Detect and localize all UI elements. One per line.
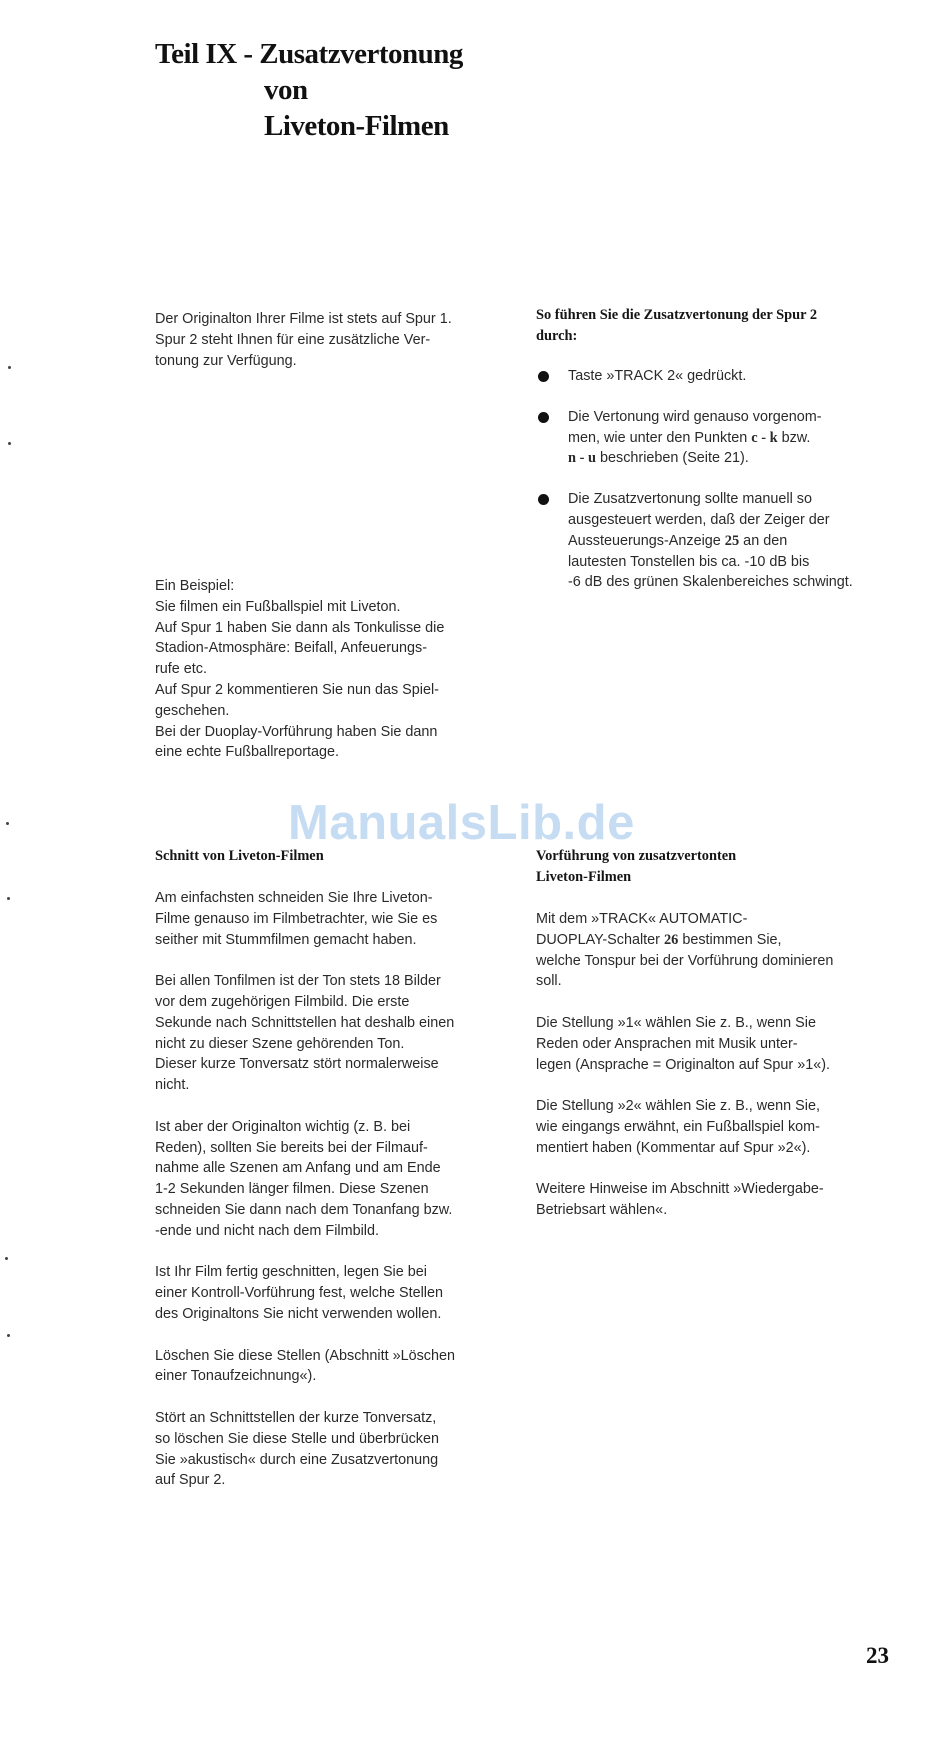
bullet-text-part: bzw.: [777, 429, 811, 446]
track2-heading-line: durch:: [536, 327, 578, 344]
vorfuehrung-line: Reden oder Ansprachen mit Musik unter-: [536, 1035, 798, 1052]
title-line-2: von: [264, 74, 308, 106]
example-line: Ein Beispiel:: [155, 578, 235, 594]
schnitt-heading-line: Schnitt von Liveton-Filmen: [155, 848, 324, 864]
component-reference: 25: [724, 532, 740, 549]
bullet-text: -6 dB des grünen Skalenbereiches schwingt.: [568, 574, 853, 591]
vorfuehrung-line: Weitere Hinweise im Abschnitt »Wiedergabe-: [536, 1181, 824, 1198]
bullet-text: ausgesteuert werden, daß der Zeiger der: [568, 511, 830, 528]
schnitt-line: Ist aber der Originalton wichtig (z. B. bei: [155, 1118, 411, 1135]
bullet-dot-icon: [538, 494, 549, 505]
schnitt-line: Sie »akustisch« durch eine Zusatzvertonung: [155, 1451, 439, 1468]
bullet-text: Taste »TRACK 2« gedrückt.: [568, 368, 747, 384]
example-line: Auf Spur 2 kommentieren Sie nun das Spiel-: [155, 681, 439, 698]
schnitt-line: schneiden Sie dann nach dem Tonanfang bzw.: [155, 1201, 453, 1218]
scan-mark: [6, 822, 9, 825]
example-line: Stadion-Atmosphäre: Beifall, Anfeuerungs-: [155, 640, 427, 657]
schnitt-line: nicht.: [155, 1077, 190, 1094]
bullet-text-part: an den: [739, 532, 788, 549]
bullet-text: [568, 531, 853, 552]
scan-mark: [5, 1257, 8, 1260]
vorfuehrung-line: Mit dem »TRACK« AUTOMATIC-: [536, 911, 748, 927]
step-reference: c - k: [751, 429, 778, 446]
bullet-item: [536, 407, 853, 469]
example-line: eine echte Fußballreportage.: [155, 744, 339, 761]
bullet-item: [536, 489, 853, 593]
page-title: [155, 36, 463, 144]
schnitt-line: Am einfachsten schneiden Sie Ihre Liveton-: [155, 890, 433, 906]
intro-line: Der Originalton Ihrer Filme ist stets auf Spur 1.: [155, 311, 452, 327]
example-line: Sie filmen ein Fußballspiel mit Liveton.: [155, 598, 401, 615]
vorfuehrung-line: Die Stellung »1« wählen Sie z. B., wenn Sie: [536, 1014, 816, 1031]
vorfuehrung-heading: [536, 846, 736, 888]
title-line-1: Teil IX - Zusatzvertonung: [155, 38, 463, 70]
vorfuehrung-line: Die Stellung »2« wählen Sie z. B., wenn Sie,: [536, 1098, 820, 1115]
track2-bullet-list: [536, 366, 853, 613]
schnitt-line: Löschen Sie diese Stellen (Abschnitt »Löschen: [155, 1347, 455, 1364]
schnitt-line: so löschen Sie diese Stelle und überbrücken: [155, 1430, 439, 1447]
schnitt-line: vor dem zugehörigen Filmbild. Die erste: [155, 993, 410, 1010]
vorfuehrung-heading-line: Liveton-Filmen: [536, 868, 632, 885]
track2-heading-line: So führen Sie die Zusatzvertonung der Spur 2: [536, 307, 818, 323]
vorfuehrung-line: wie eingangs erwähnt, ein Fußballspiel kom-: [536, 1118, 820, 1135]
step-reference: n - u: [568, 450, 596, 467]
bullet-dot-icon: [538, 371, 549, 382]
bullet-text: Die Vertonung wird genauso vorgenom-: [568, 408, 822, 425]
scan-mark: [7, 1334, 10, 1337]
schnitt-heading: [155, 846, 324, 867]
bullet-text-part: Aussteuerungs-Anzeige: [568, 532, 725, 549]
bullet-text-part: men, wie unter den Punkten: [568, 429, 752, 446]
example-line: geschehen.: [155, 702, 230, 719]
schnitt-line: 1-2 Sekunden länger filmen. Diese Szenen: [155, 1181, 429, 1198]
example-line: rufe etc.: [155, 661, 207, 678]
vorfuehrung-line: soll.: [536, 973, 562, 990]
vorfuehrung-text-part: DUOPLAY-Schalter: [536, 931, 664, 948]
schnitt-line: Sekunde nach Schnittstellen hat deshalb einen: [155, 1014, 455, 1031]
schnitt-line: Ist Ihr Film fertig geschnitten, legen Sie bei: [155, 1264, 427, 1281]
vorfuehrung-line: legen (Ansprache = Originalton auf Spur »1«).: [536, 1056, 830, 1073]
vorfuehrung-line: mentiert haben (Kommentar auf Spur »2«).: [536, 1139, 811, 1156]
schnitt-line: -ende und nicht nach dem Filmbild.: [155, 1222, 379, 1239]
vorfuehrung-heading-line: Vorführung von zusatzvertonten: [536, 848, 737, 864]
vorfuehrung-text-part: bestimmen Sie,: [678, 931, 782, 948]
bullet-dot-icon: [538, 412, 549, 423]
scan-mark: [8, 366, 11, 369]
schnitt-line: seither mit Stummfilmen gemacht haben.: [155, 931, 417, 948]
watermark: ManualsLib.de: [288, 796, 635, 850]
schnitt-line: auf Spur 2.: [155, 1472, 226, 1489]
schnitt-line: nahme alle Szenen am Anfang und am Ende: [155, 1160, 441, 1177]
schnitt-line: einer Tonaufzeichnung«).: [155, 1368, 317, 1385]
vorfuehrung-line: [536, 930, 833, 951]
vorfuehrung-line: welche Tonspur bei der Vorführung dominieren: [536, 952, 834, 969]
schnitt-line: Filme genauso im Filmbetrachter, wie Sie es: [155, 910, 438, 927]
bullet-text: lautesten Tonstellen bis ca. -10 dB bis: [568, 553, 810, 570]
intro-line: Spur 2 steht Ihnen für eine zusätzliche Ver-: [155, 331, 431, 348]
example-line: Auf Spur 1 haben Sie dann als Tonkulisse die: [155, 619, 445, 636]
schnitt-line: Reden), sollten Sie bereits bei der Filmauf-: [155, 1139, 428, 1156]
vorfuehrung-body: [536, 909, 833, 1221]
scan-mark: [7, 897, 10, 900]
scan-mark: [8, 442, 11, 445]
page-number: 23: [866, 1643, 889, 1668]
bullet-text: [568, 428, 853, 449]
bullet-text-part: beschrieben (Seite 21).: [596, 450, 749, 467]
schnitt-line: nicht zu dieser Szene gehörenden Ton.: [155, 1035, 405, 1052]
schnitt-body: [155, 888, 455, 1491]
title-line-3: Liveton-Filmen: [264, 110, 449, 142]
bullet-text: Die Zusatzvertonung sollte manuell so: [568, 491, 812, 508]
bullet-text: [568, 448, 853, 469]
intro-paragraph: [155, 309, 452, 371]
schnitt-line: Stört an Schnittstellen der kurze Tonversatz,: [155, 1409, 437, 1426]
schnitt-line: einer Kontroll-Vorführung fest, welche Stellen: [155, 1285, 443, 1302]
component-reference: 26: [663, 931, 679, 948]
schnitt-line: des Originaltons Sie nicht verwenden wollen.: [155, 1305, 442, 1322]
schnitt-line: Bei allen Tonfilmen ist der Ton stets 18 Bilder: [155, 973, 441, 990]
bullet-item: [536, 366, 853, 387]
vorfuehrung-line: Betriebsart wählen«.: [536, 1202, 668, 1219]
intro-line: tonung zur Verfügung.: [155, 352, 297, 369]
example-line: Bei der Duoplay-Vorführung haben Sie dann: [155, 723, 438, 740]
schnitt-line: Dieser kurze Tonversatz stört normalerweise: [155, 1056, 439, 1073]
example-paragraph: [155, 576, 444, 763]
track2-heading: [536, 305, 817, 347]
